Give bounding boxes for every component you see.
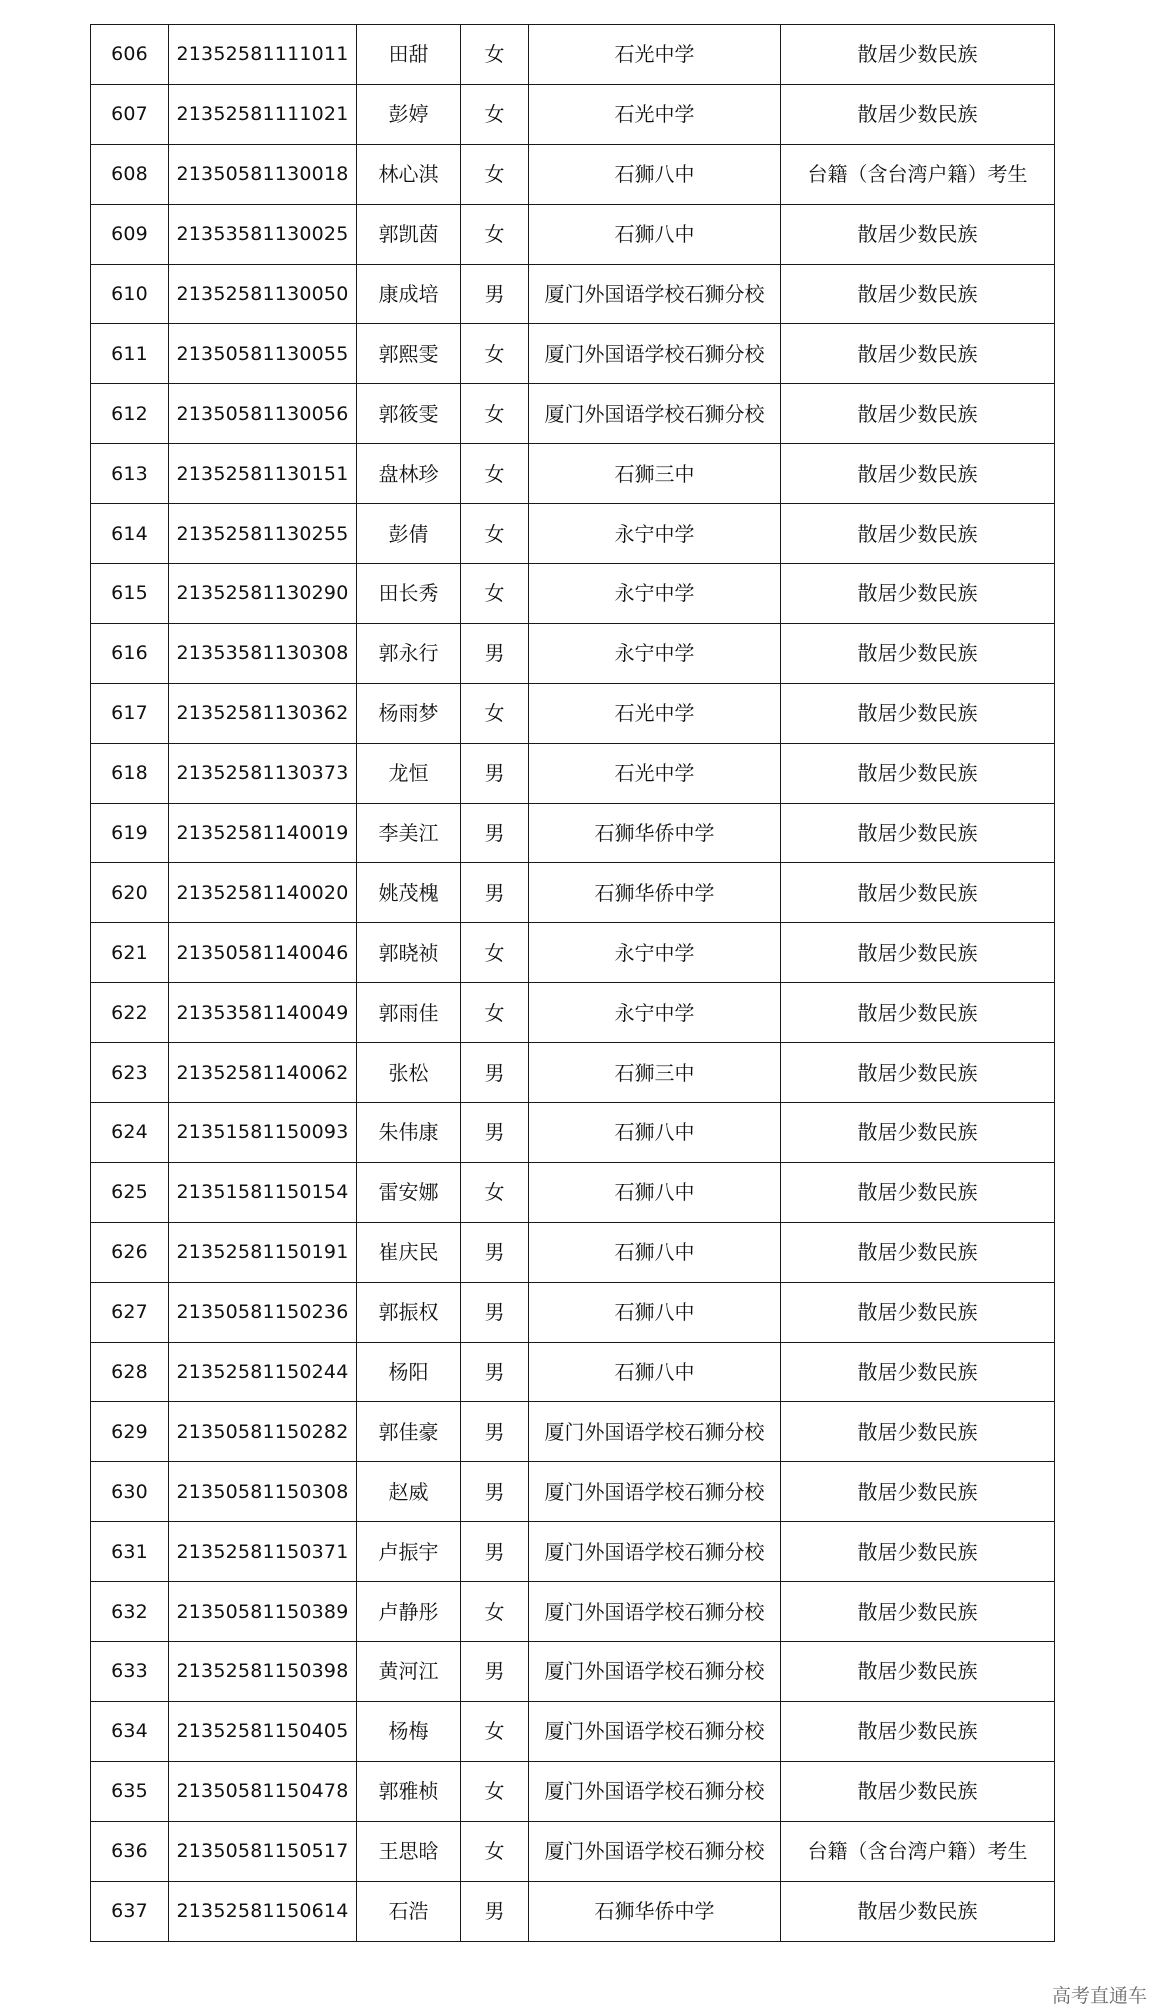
category-cell: 散居少数民族 [781,683,1055,743]
exam-id-cell: 21352581130362 [169,683,357,743]
document-page [90,24,1054,1942]
exam-id-cell: 21353581130025 [169,204,357,264]
category-cell: 散居少数民族 [781,204,1055,264]
category-cell: 散居少数民族 [781,1761,1055,1821]
row-number-cell: 606 [91,25,169,85]
student-name-cell: 郭凯茵 [357,204,461,264]
gender-cell: 女 [461,144,529,204]
row-number-cell: 617 [91,683,169,743]
exam-id-cell: 21352581150244 [169,1342,357,1402]
row-number-cell: 629 [91,1402,169,1462]
school-cell: 永宁中学 [529,564,781,624]
table-row [91,743,1055,803]
category-cell: 散居少数民族 [781,1222,1055,1282]
exam-id-cell: 21352581140020 [169,863,357,923]
row-number-cell: 632 [91,1582,169,1642]
exam-id-cell: 21350581150517 [169,1821,357,1881]
school-cell: 石狮华侨中学 [529,803,781,863]
student-name-cell: 崔庆民 [357,1222,461,1282]
school-cell: 永宁中学 [529,983,781,1043]
gender-cell: 男 [461,1043,529,1103]
gender-cell: 女 [461,983,529,1043]
gender-cell: 男 [461,1342,529,1402]
table-row [91,1821,1055,1881]
student-name-cell: 郭振权 [357,1282,461,1342]
student-name-cell: 田甜 [357,25,461,85]
table-row [91,863,1055,923]
gender-cell: 女 [461,564,529,624]
school-cell: 石狮华侨中学 [529,1881,781,1941]
table-row [91,384,1055,444]
exam-id-cell: 21352581140019 [169,803,357,863]
student-name-cell: 杨梅 [357,1701,461,1761]
category-cell: 散居少数民族 [781,1103,1055,1163]
exam-id-cell: 21350581130055 [169,324,357,384]
student-name-cell: 王思晗 [357,1821,461,1881]
student-name-cell: 林心淇 [357,144,461,204]
exam-id-cell: 21350581150478 [169,1761,357,1821]
gender-cell: 女 [461,84,529,144]
category-cell: 散居少数民族 [781,384,1055,444]
student-name-cell: 彭婷 [357,84,461,144]
student-name-cell: 张松 [357,1043,461,1103]
school-cell: 厦门外国语学校石狮分校 [529,1821,781,1881]
student-name-cell: 李美江 [357,803,461,863]
exam-id-cell: 21353581140049 [169,983,357,1043]
table-row [91,264,1055,324]
exam-id-cell: 21352581130255 [169,504,357,564]
school-cell: 厦门外国语学校石狮分校 [529,1642,781,1702]
category-cell: 散居少数民族 [781,1582,1055,1642]
school-cell: 永宁中学 [529,623,781,683]
exam-id-cell: 21352581150614 [169,1881,357,1941]
category-cell: 散居少数民族 [781,863,1055,923]
category-cell: 散居少数民族 [781,444,1055,504]
student-name-cell: 郭雅桢 [357,1761,461,1821]
roster-body [91,25,1055,1942]
school-cell: 石狮华侨中学 [529,863,781,923]
student-name-cell: 郭佳豪 [357,1402,461,1462]
table-row [91,504,1055,564]
exam-id-cell: 21352581150405 [169,1701,357,1761]
table-row [91,1701,1055,1761]
student-name-cell: 田长秀 [357,564,461,624]
exam-id-cell: 21352581111021 [169,84,357,144]
table-row [91,623,1055,683]
gender-cell: 男 [461,1402,529,1462]
school-cell: 石狮三中 [529,444,781,504]
exam-id-cell: 21350581150389 [169,1582,357,1642]
school-cell: 厦门外国语学校石狮分校 [529,264,781,324]
row-number-cell: 634 [91,1701,169,1761]
student-name-cell: 郭筱雯 [357,384,461,444]
table-row [91,1342,1055,1402]
school-cell: 厦门外国语学校石狮分校 [529,324,781,384]
gender-cell: 女 [461,683,529,743]
gender-cell: 女 [461,25,529,85]
student-name-cell: 石浩 [357,1881,461,1941]
table-row [91,444,1055,504]
row-number-cell: 610 [91,264,169,324]
exam-id-cell: 21352581150191 [169,1222,357,1282]
school-cell: 厦门外国语学校石狮分校 [529,1462,781,1522]
student-name-cell: 郭雨佳 [357,983,461,1043]
school-cell: 石光中学 [529,84,781,144]
student-name-cell: 黄河江 [357,1642,461,1702]
category-cell: 散居少数民族 [781,84,1055,144]
table-row [91,683,1055,743]
gender-cell: 女 [461,1162,529,1222]
category-cell: 散居少数民族 [781,1342,1055,1402]
category-cell: 散居少数民族 [781,264,1055,324]
exam-id-cell: 21352581140062 [169,1043,357,1103]
exam-id-cell: 21352581130290 [169,564,357,624]
row-number-cell: 633 [91,1642,169,1702]
exam-id-cell: 21350581130018 [169,144,357,204]
student-name-cell: 杨阳 [357,1342,461,1402]
gender-cell: 女 [461,1582,529,1642]
school-cell: 石狮八中 [529,1162,781,1222]
student-name-cell: 郭晓祯 [357,923,461,983]
school-cell: 厦门外国语学校石狮分校 [529,1582,781,1642]
table-row [91,1522,1055,1582]
row-number-cell: 615 [91,564,169,624]
roster-table [90,24,1055,1942]
gender-cell: 女 [461,923,529,983]
category-cell: 台籍（含台湾户籍）考生 [781,1821,1055,1881]
exam-id-cell: 21352581130050 [169,264,357,324]
gender-cell: 女 [461,204,529,264]
category-cell: 散居少数民族 [781,803,1055,863]
row-number-cell: 612 [91,384,169,444]
category-cell: 散居少数民族 [781,1282,1055,1342]
school-cell: 石狮八中 [529,144,781,204]
exam-id-cell: 21350581150308 [169,1462,357,1522]
exam-id-cell: 21352581111011 [169,25,357,85]
school-cell: 石光中学 [529,25,781,85]
table-row [91,204,1055,264]
table-row [91,1761,1055,1821]
table-row [91,1222,1055,1282]
table-row [91,1582,1055,1642]
category-cell: 散居少数民族 [781,564,1055,624]
exam-id-cell: 21350581130056 [169,384,357,444]
exam-id-cell: 21352581150371 [169,1522,357,1582]
gender-cell: 女 [461,324,529,384]
gender-cell: 男 [461,743,529,803]
school-cell: 厦门外国语学校石狮分校 [529,1522,781,1582]
row-number-cell: 628 [91,1342,169,1402]
category-cell: 散居少数民族 [781,1642,1055,1702]
school-cell: 永宁中学 [529,923,781,983]
school-cell: 厦门外国语学校石狮分校 [529,1701,781,1761]
school-cell: 石光中学 [529,743,781,803]
gender-cell: 女 [461,504,529,564]
gender-cell: 男 [461,1282,529,1342]
exam-id-cell: 21352581130373 [169,743,357,803]
table-row [91,84,1055,144]
table-row [91,564,1055,624]
row-number-cell: 630 [91,1462,169,1522]
row-number-cell: 609 [91,204,169,264]
row-number-cell: 621 [91,923,169,983]
row-number-cell: 607 [91,84,169,144]
category-cell: 散居少数民族 [781,923,1055,983]
exam-id-cell: 21351581150154 [169,1162,357,1222]
student-name-cell: 雷安娜 [357,1162,461,1222]
row-number-cell: 627 [91,1282,169,1342]
row-number-cell: 620 [91,863,169,923]
row-number-cell: 619 [91,803,169,863]
school-cell: 石狮三中 [529,1043,781,1103]
row-number-cell: 637 [91,1881,169,1941]
table-row [91,1043,1055,1103]
exam-id-cell: 21352581130151 [169,444,357,504]
category-cell: 散居少数民族 [781,1522,1055,1582]
row-number-cell: 608 [91,144,169,204]
student-name-cell: 杨雨梦 [357,683,461,743]
table-row [91,803,1055,863]
student-name-cell: 郭永行 [357,623,461,683]
gender-cell: 女 [461,1821,529,1881]
watermark-text: 高考直通车 [1051,1985,1147,2007]
category-cell: 散居少数民族 [781,1701,1055,1761]
school-cell: 石狮八中 [529,1282,781,1342]
school-cell: 石狮八中 [529,1342,781,1402]
gender-cell: 女 [461,1701,529,1761]
row-number-cell: 618 [91,743,169,803]
student-name-cell: 彭倩 [357,504,461,564]
exam-id-cell: 21353581130308 [169,623,357,683]
gender-cell: 男 [461,264,529,324]
category-cell: 散居少数民族 [781,324,1055,384]
category-cell: 散居少数民族 [781,1162,1055,1222]
table-row [91,1881,1055,1941]
category-cell: 散居少数民族 [781,1402,1055,1462]
row-number-cell: 635 [91,1761,169,1821]
exam-id-cell: 21352581150398 [169,1642,357,1702]
row-number-cell: 636 [91,1821,169,1881]
gender-cell: 男 [461,803,529,863]
gender-cell: 女 [461,384,529,444]
student-name-cell: 郭熙雯 [357,324,461,384]
row-number-cell: 616 [91,623,169,683]
exam-id-cell: 21350581140046 [169,923,357,983]
school-cell: 厦门外国语学校石狮分校 [529,384,781,444]
school-cell: 永宁中学 [529,504,781,564]
category-cell: 散居少数民族 [781,25,1055,85]
gender-cell: 男 [461,863,529,923]
exam-id-cell: 21350581150236 [169,1282,357,1342]
table-row [91,1282,1055,1342]
exam-id-cell: 21350581150282 [169,1402,357,1462]
row-number-cell: 625 [91,1162,169,1222]
gender-cell: 男 [461,1881,529,1941]
exam-id-cell: 21351581150093 [169,1103,357,1163]
school-cell: 石狮八中 [529,204,781,264]
table-row [91,983,1055,1043]
category-cell: 散居少数民族 [781,983,1055,1043]
gender-cell: 女 [461,444,529,504]
row-number-cell: 613 [91,444,169,504]
table-row [91,1462,1055,1522]
table-row [91,1103,1055,1163]
row-number-cell: 623 [91,1043,169,1103]
student-name-cell: 赵威 [357,1462,461,1522]
school-cell: 石狮八中 [529,1222,781,1282]
school-cell: 厦门外国语学校石狮分校 [529,1402,781,1462]
row-number-cell: 614 [91,504,169,564]
student-name-cell: 卢静彤 [357,1582,461,1642]
row-number-cell: 626 [91,1222,169,1282]
table-row [91,1162,1055,1222]
student-name-cell: 卢振宇 [357,1522,461,1582]
table-row [91,1642,1055,1702]
student-name-cell: 朱伟康 [357,1103,461,1163]
student-name-cell: 姚茂槐 [357,863,461,923]
gender-cell: 男 [461,623,529,683]
school-cell: 石光中学 [529,683,781,743]
school-cell: 石狮八中 [529,1103,781,1163]
gender-cell: 男 [461,1222,529,1282]
row-number-cell: 611 [91,324,169,384]
table-row [91,25,1055,85]
category-cell: 散居少数民族 [781,743,1055,803]
student-name-cell: 盘林珍 [357,444,461,504]
table-row [91,1402,1055,1462]
gender-cell: 男 [461,1642,529,1702]
table-row [91,923,1055,983]
row-number-cell: 622 [91,983,169,1043]
student-name-cell: 龙恒 [357,743,461,803]
gender-cell: 男 [461,1103,529,1163]
gender-cell: 男 [461,1462,529,1522]
category-cell: 台籍（含台湾户籍）考生 [781,144,1055,204]
gender-cell: 男 [461,1522,529,1582]
row-number-cell: 624 [91,1103,169,1163]
row-number-cell: 631 [91,1522,169,1582]
category-cell: 散居少数民族 [781,1462,1055,1522]
category-cell: 散居少数民族 [781,1043,1055,1103]
category-cell: 散居少数民族 [781,504,1055,564]
table-row [91,144,1055,204]
category-cell: 散居少数民族 [781,623,1055,683]
table-row [91,324,1055,384]
category-cell: 散居少数民族 [781,1881,1055,1941]
student-name-cell: 康成培 [357,264,461,324]
school-cell: 厦门外国语学校石狮分校 [529,1761,781,1821]
gender-cell: 女 [461,1761,529,1821]
